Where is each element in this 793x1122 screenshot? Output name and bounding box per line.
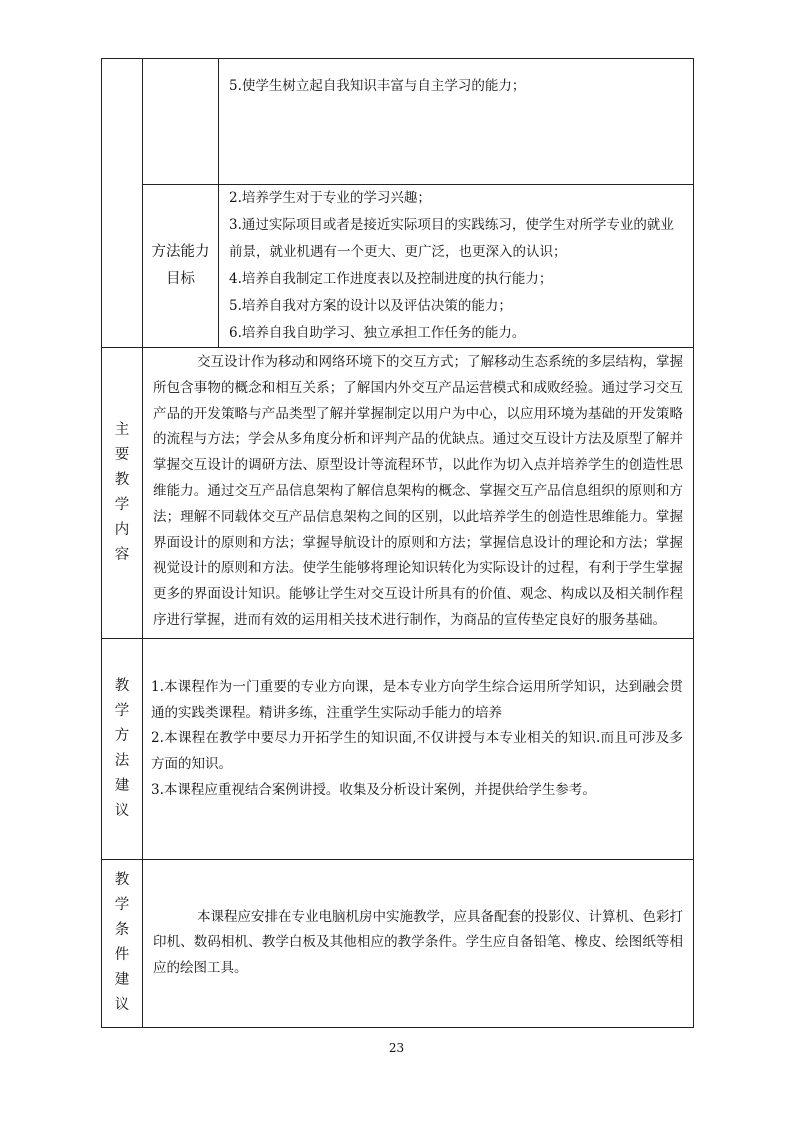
main-content-row: [102, 348, 694, 639]
method-item: 4.培养自我制定工作进度表以及控制进度的执行能力；: [229, 271, 553, 287]
teaching-method-item: 2.本课程在教学中要尽力开拓学生的知识面,不仅讲授与本专业相关的知识.而且可涉及多方面的知识。: [151, 730, 683, 773]
teaching-method-item: 3.本课程应重视结合案例讲授。收集及分析设计案例，并提供给学生参考。: [151, 781, 596, 798]
method-item: 3.通过实际项目或者是接近实际项目的实践练习，使学生对所学专业的就业: [229, 217, 674, 233]
teaching-method-item: 1.本课程作为一门重要的专业方向课，是本专业方向学生综合运用所学知识，达到融会贯通的实践类课程。精讲多练，注重学生实际动手能力的培养: [151, 678, 683, 721]
method-item: 前景，就业机遇有一个更大、更广泛，也更深入的认识；: [229, 244, 567, 260]
method-label-line1: 方法能力: [151, 244, 210, 260]
ability-sub-label-cell: [143, 59, 219, 185]
ability-upper-cell: [219, 59, 694, 185]
teaching-method-label: 教 学 方 法 建 议: [102, 638, 143, 859]
method-item: 6.培养自我自助学习、独立承担工作任务的能力。: [229, 325, 526, 341]
teaching-conditions-text: 本课程应安排在专业电脑机房中实施教学，应具备配套的投影仪、计算机、色彩打印机、数码相机、教学白板及其他相应的教学条件。学生应自备铅笔、橡皮、绘图纸等相应的绘图工具。: [153, 908, 683, 977]
main-content-text: 交互设计作为移动和网络环境下的交互方式；了解移动生态系统的多层结构，掌握所包含事物的概念和相互关系；了解国内外交互产品运营模式和成败经验。通过学习交互产品的开发策略与产品类型了解并掌握制定以用户为中心，以应用环境为基础的开发策略的流程与方法；学会从多角度分析和评判产品的优缺点。通过交互设计方法及原型了解并掌握交互设计的调研方法、原型设计等流程环节，以此作为切入点并培养学生的创造性思维能力。通过交互产品信息架构了解信息架构的概念、掌握交互产品信息组织的原则和方法；理解不同载体交互产品信息架构之间的区别，以此培养学生的创造性思维能力。掌握界面设计的原则和方法；掌握导航设计的原则和方法；掌握信息设计的理论和方法；掌握视觉设计的原则和方法。使学生能够将理论知识转化为实际设计的过程，有利于学生掌握更多的界面设计知识。能够让学生对交互设计所具有的价值、观念、构成以及相关制作程序进行掌握，进而有效的运用相关技术进行制作，为商品的宣传垫定良好的服务基础。: [153, 354, 683, 628]
course-syllabus-table: [101, 58, 694, 1028]
method-item: 2.培养学生对于专业的学习兴趣；: [229, 190, 431, 206]
page-number: 23: [388, 1041, 405, 1055]
teaching-method-cell: [143, 638, 694, 859]
main-content-label: 主 要 教 学 内 容: [102, 348, 143, 639]
method-ability-items: [219, 185, 694, 348]
ability-section-label-cell: [102, 59, 143, 348]
teaching-conditions-row: [102, 859, 694, 1027]
ability-row-upper: [102, 59, 694, 185]
method-label-line2: 目标: [166, 271, 195, 287]
teaching-conditions-cell: [143, 859, 694, 1027]
teaching-method-row: [102, 638, 694, 859]
method-ability-label: [143, 185, 219, 348]
teaching-conditions-label: 教 学 条 件 建 议: [102, 859, 143, 1027]
method-ability-row: [102, 185, 694, 348]
main-content-cell: [143, 348, 694, 639]
ability-upper-item: 5.使学生树立起自我知识丰富与自主学习的能力；: [229, 78, 526, 94]
method-item: 5.培养自我对方案的设计以及评估决策的能力；: [229, 298, 512, 314]
